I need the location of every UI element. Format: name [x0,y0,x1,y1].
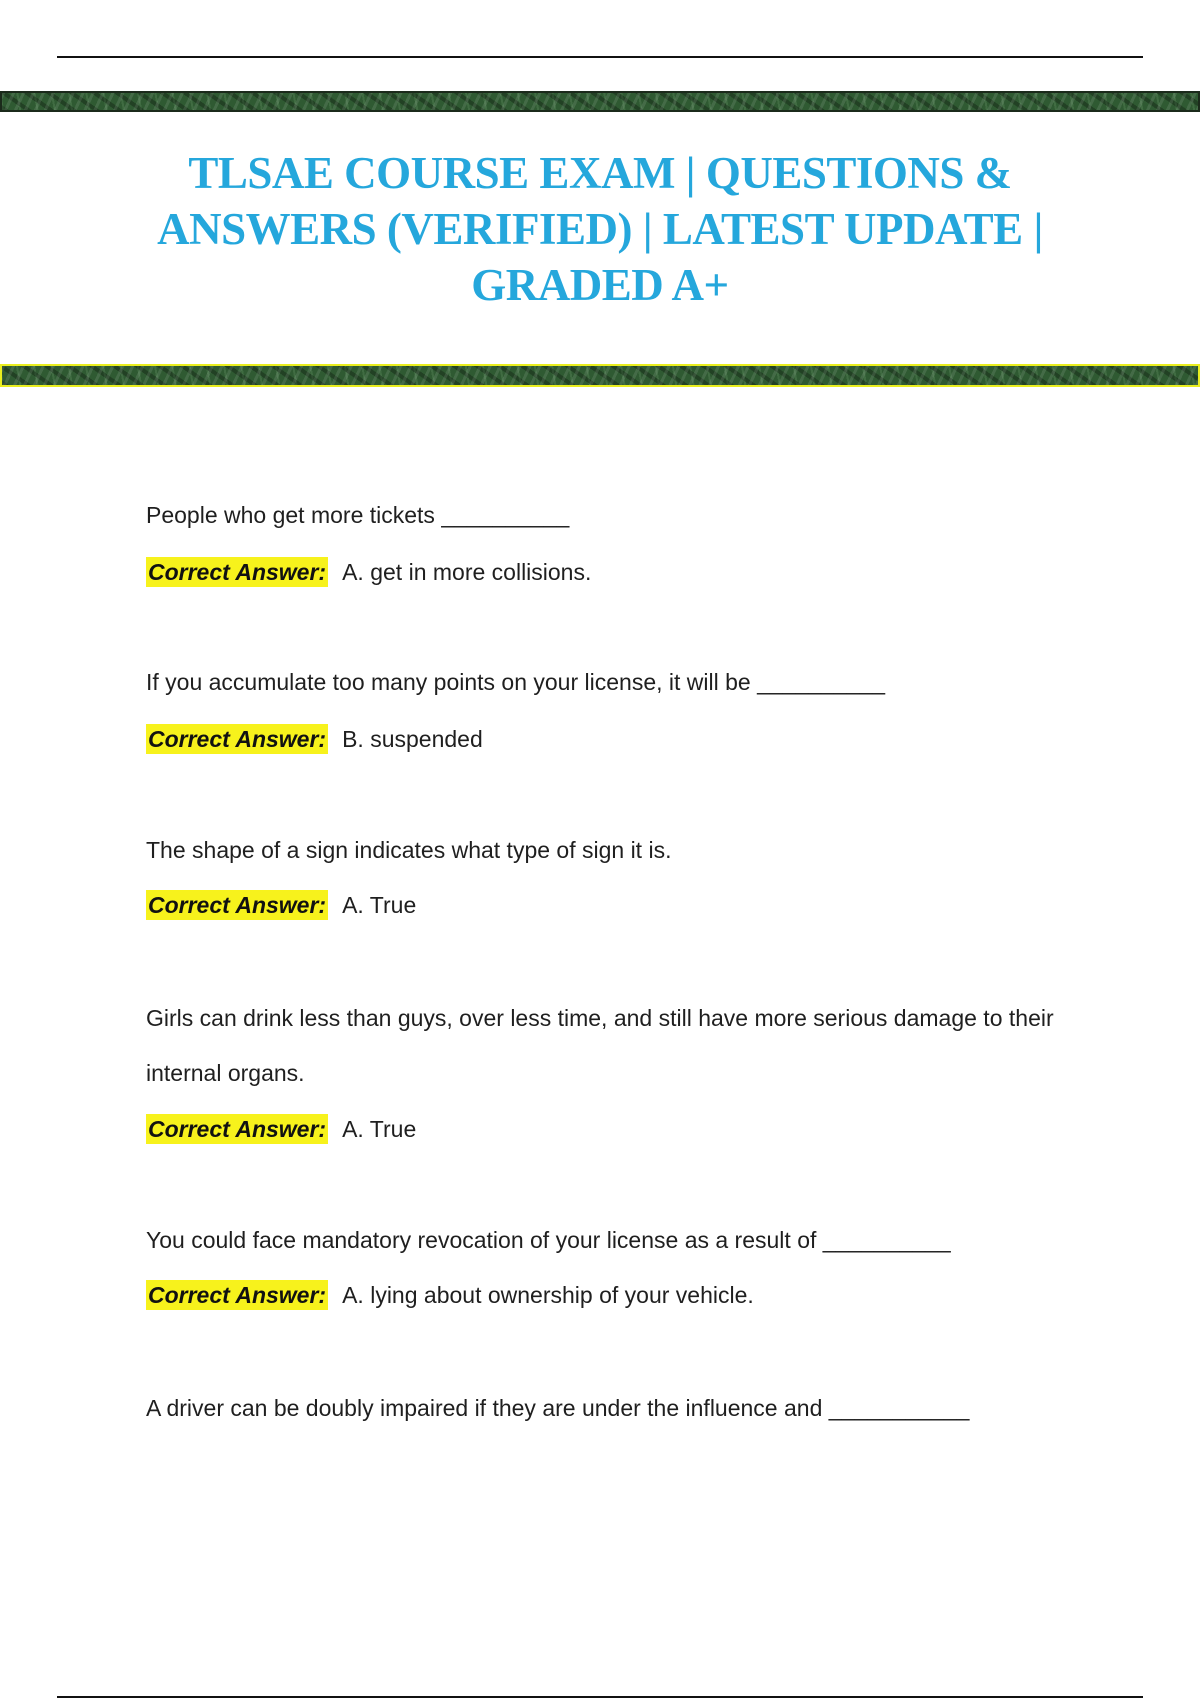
question-5: You could face mandatory revocation of your license as a result of __________ [146,1227,951,1253]
answer-5 [146,1280,1086,1310]
decorative-band-top [0,91,1200,112]
question-6: A driver can be doubly impaired if they are under the influence and ___________ [146,1395,970,1421]
answer-label: Correct Answer: [148,726,327,752]
question-3: The shape of a sign indicates what type of sign it is. [146,837,672,863]
decorative-band-bottom [0,364,1200,387]
document-title: TLSAE COURSE EXAM | QUESTIONS & ANSWERS (VERIFIED) | LATEST UPDATE | GRADED A+ [157,148,1043,310]
footer-rule [57,1696,1143,1698]
answer-text: B. suspended [342,726,483,752]
question-2: If you accumulate too many points on your license, it will be __________ [146,669,885,695]
question-4: Girls can drink less than guys, over less time, and still have more serious damage to their internal organs. [146,1005,1054,1086]
answer-text: A. get in more collisions. [342,559,592,585]
header-rule [57,56,1143,58]
answer-4 [146,1114,1086,1144]
answer-label: Correct Answer: [148,1282,327,1308]
answer-text: A. True [342,1116,417,1142]
answer-3 [146,890,1086,920]
answer-label: Correct Answer: [148,559,327,585]
question-1: People who get more tickets __________ [146,502,570,528]
answer-label: Correct Answer: [148,1116,327,1142]
answer-text: A. lying about ownership of your vehicle. [342,1282,754,1308]
answer-text: A. True [342,892,417,918]
answer-2 [146,724,1086,754]
answer-label: Correct Answer: [148,892,327,918]
answer-1 [146,557,1086,587]
